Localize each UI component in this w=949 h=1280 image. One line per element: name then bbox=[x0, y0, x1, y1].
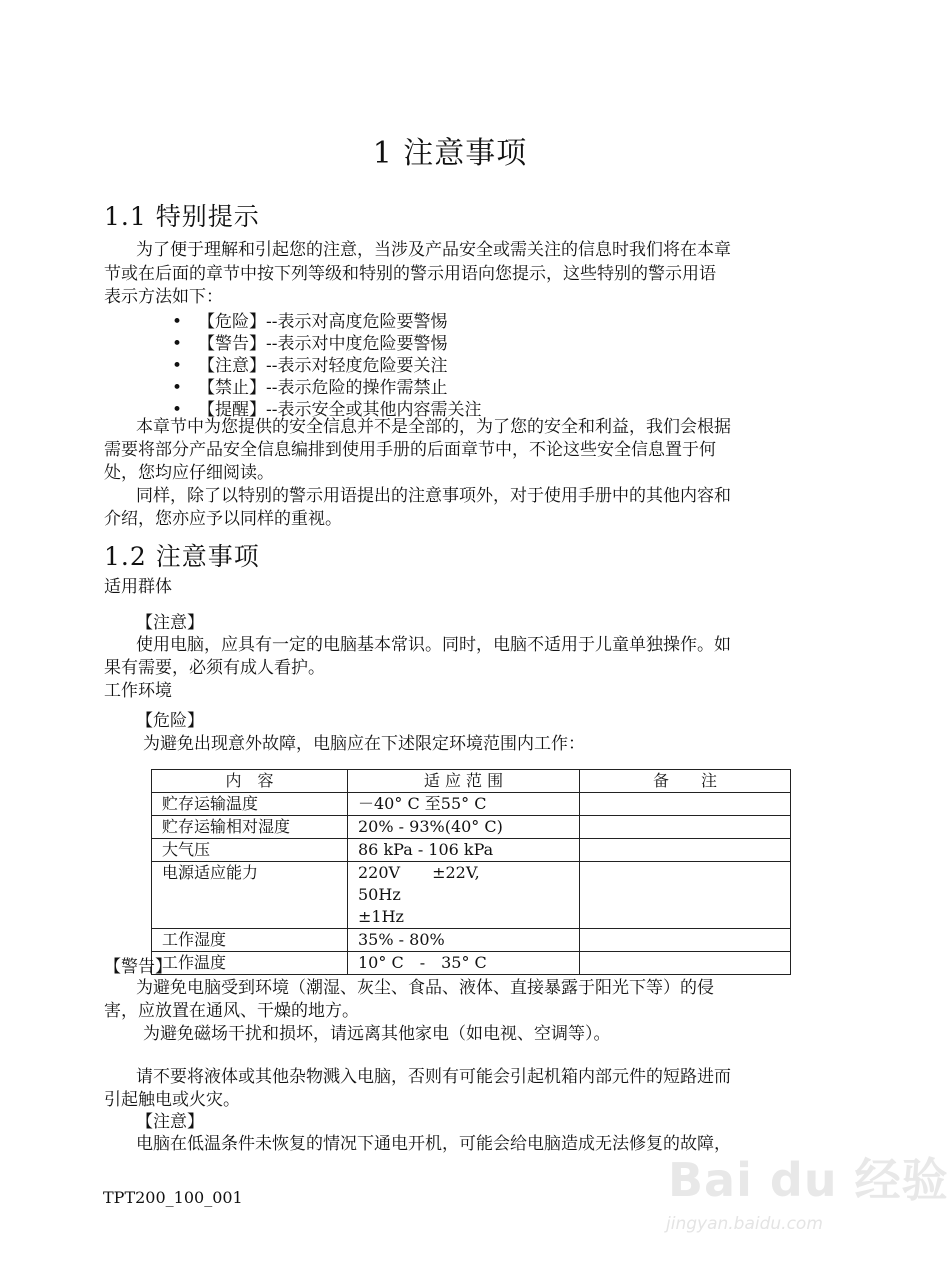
header-content: 内 容 bbox=[152, 770, 348, 793]
para2-line-1: 本章节中为您提供的安全信息并不是全部的，为了您的安全和利益，我们会根据 bbox=[136, 417, 731, 437]
subheading-audience: 适用群体 bbox=[104, 577, 172, 597]
para2-line-3: 处，您均应仔细阅读。 bbox=[104, 463, 274, 483]
table-cell: 电源适应能力 bbox=[152, 862, 348, 929]
bullet-text: 【注意】--表示对轻度危险要关注 bbox=[198, 356, 448, 376]
table-cell bbox=[580, 816, 791, 839]
bullet-icon: • bbox=[172, 356, 183, 376]
note1-line-2: 果有需要，必须有成人看护。 bbox=[104, 658, 325, 678]
watermark-url: jingyan.baidu.com bbox=[666, 1214, 823, 1234]
bullet-icon: • bbox=[172, 334, 183, 354]
liquid-line-1: 请不要将液体或其他杂物溅入电脑，否则有可能会引起机箱内部元件的短路进而 bbox=[136, 1067, 731, 1087]
bullet-icon: • bbox=[172, 312, 183, 332]
table-cell: 工作温度 bbox=[152, 952, 348, 975]
bullet-text: 【警告】--表示对中度危险要警惕 bbox=[198, 334, 448, 354]
bullet-text: 【禁止】--表示危险的操作需禁止 bbox=[198, 378, 448, 398]
warning-line-2: 害，应放置在通风、干燥的地方。 bbox=[104, 1001, 359, 1021]
header-remark: 备 注 bbox=[580, 770, 791, 793]
bullet-text: 【提醒】--表示安全或其他内容需关注 bbox=[198, 400, 482, 420]
subheading-environment: 工作环境 bbox=[104, 681, 172, 701]
para3-line-1: 同样，除了以特别的警示用语提出的注意事项外，对于使用手册中的其他内容和 bbox=[136, 486, 731, 506]
bullet-icon: • bbox=[172, 378, 183, 398]
danger-text: 为避免出现意外故障，电脑应在下述限定环境范围内工作： bbox=[143, 734, 585, 754]
table-cell: －40° C 至55° C bbox=[348, 793, 580, 816]
header-range: 适 应 范 围 bbox=[348, 770, 580, 793]
table-cell: 贮存运输温度 bbox=[152, 793, 348, 816]
table-cell: 贮存运输相对湿度 bbox=[152, 816, 348, 839]
table-cell bbox=[580, 929, 791, 952]
section-title-1-1: 1.1 特别提示 bbox=[104, 202, 260, 231]
bullet-text: 【危险】--表示对高度危险要警惕 bbox=[198, 312, 448, 332]
table-row bbox=[152, 793, 791, 816]
note1-line-1: 使用电脑，应具有一定的电脑基本常识。同时，电脑不适用于儿童单独操作。如 bbox=[136, 635, 731, 655]
table-cell bbox=[580, 793, 791, 816]
bullet-icon: • bbox=[172, 400, 183, 420]
table-cell bbox=[580, 839, 791, 862]
table-cell: 20% - 93%(40° C) bbox=[348, 816, 580, 839]
liquid-line-2: 引起触电或火灾。 bbox=[104, 1090, 240, 1110]
baidu-watermark bbox=[658, 1138, 949, 1258]
danger-label: 【危险】 bbox=[136, 711, 204, 731]
table-cell: 220V ±22V, 50Hz ±1Hz bbox=[348, 862, 580, 929]
section-title-1-2: 1.2 注意事项 bbox=[104, 542, 260, 571]
para3-line-2: 介绍，您亦应予以同样的重视。 bbox=[104, 509, 342, 529]
table-row bbox=[152, 952, 791, 975]
table-row bbox=[152, 862, 791, 929]
table-row bbox=[152, 816, 791, 839]
table-cell bbox=[580, 862, 791, 929]
environment-table bbox=[151, 769, 791, 975]
warning-line-3: 为避免磁场干扰和损坏，请远离其他家电（如电视、空调等）。 bbox=[143, 1024, 611, 1044]
table-header-row bbox=[152, 770, 791, 793]
note-label-2: 【注意】 bbox=[136, 1112, 204, 1132]
chapter-title: 1 注意事项 bbox=[372, 136, 528, 171]
para2-line-2: 需要将部分产品安全信息编排到使用手册的后面章节中，不论这些安全信息置于何 bbox=[104, 440, 716, 460]
note-label-1: 【注意】 bbox=[136, 613, 204, 633]
document-code: TPT200_100_001 bbox=[103, 1188, 243, 1207]
intro-line-2: 节或在后面的章节中按下列等级和特别的警示用语向您提示，这些特别的警示用语 bbox=[104, 264, 716, 284]
table-row bbox=[152, 839, 791, 862]
table-cell: 35% - 80% bbox=[348, 929, 580, 952]
watermark-logo: Bai du 经验 bbox=[668, 1153, 949, 1207]
table-row bbox=[152, 929, 791, 952]
warning-label: 【警告】 bbox=[104, 957, 172, 977]
table-cell: 大气压 bbox=[152, 839, 348, 862]
note2-text: 电脑在低温条件未恢复的情况下通电开机，可能会给电脑造成无法修复的故障， bbox=[136, 1134, 731, 1154]
warning-line-1: 为避免电脑受到环境（潮湿、灰尘、食品、液体、直接暴露于阳光下等）的侵 bbox=[136, 978, 714, 998]
intro-line-3: 表示方法如下： bbox=[104, 287, 223, 307]
intro-line-1: 为了便于理解和引起您的注意，当涉及产品安全或需关注的信息时我们将在本章 bbox=[136, 240, 731, 260]
table-cell: 工作湿度 bbox=[152, 929, 348, 952]
table-cell: 10° C - 35° C bbox=[348, 952, 580, 975]
table-cell bbox=[580, 952, 791, 975]
table-cell: 86 kPa - 106 kPa bbox=[348, 839, 580, 862]
